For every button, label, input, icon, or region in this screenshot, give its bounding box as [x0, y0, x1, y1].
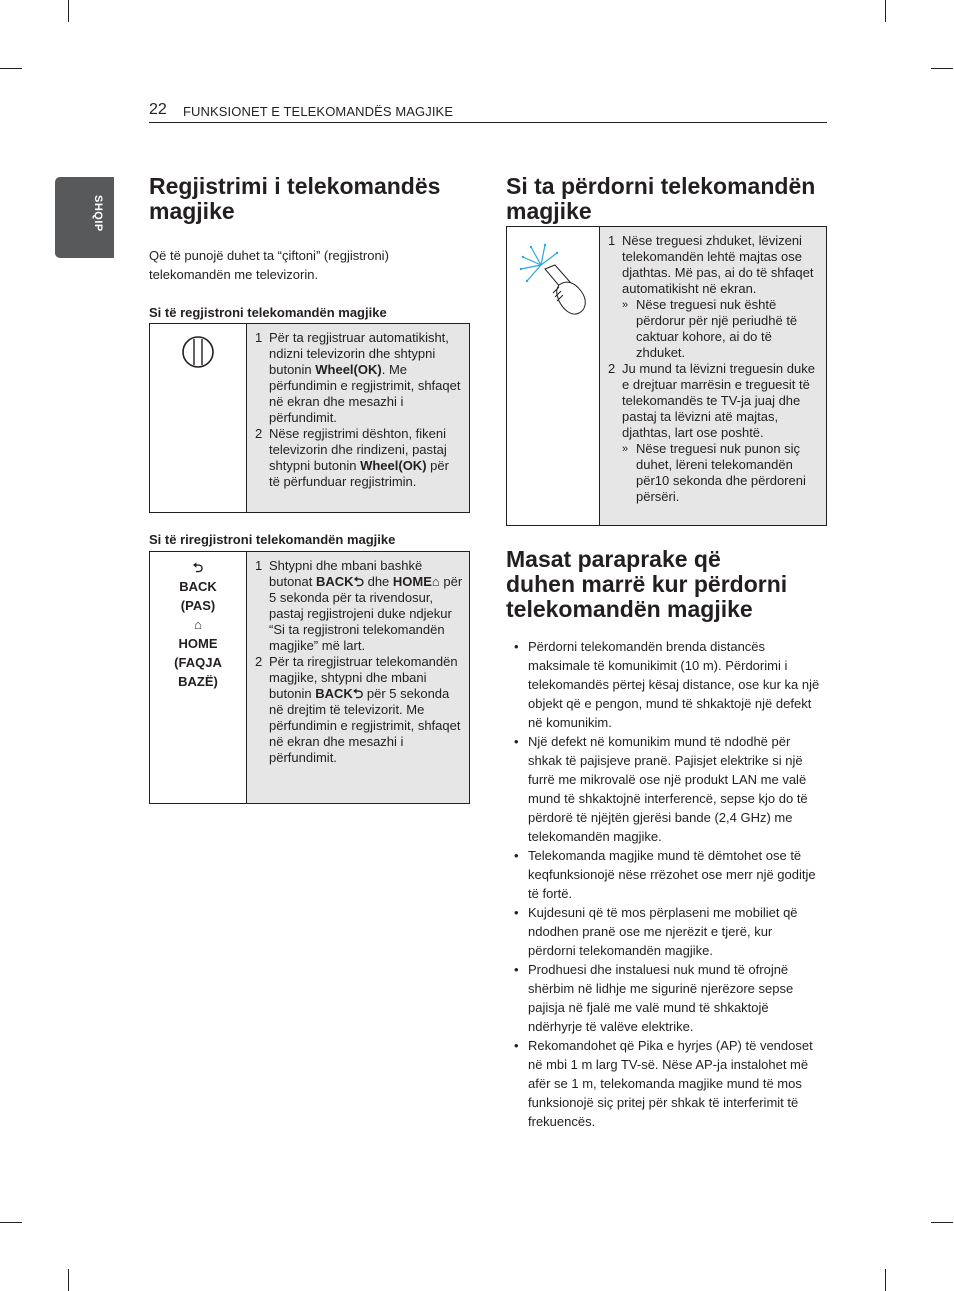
register-step: 1 Për ta regjistruar automatikisht, ndizni televizorin dhe shtypni butonin Wheel(OK). Me përfundimin e regjistrimit, shfaqet në ekran dhe mesazhi i përfundimit. — [255, 330, 461, 425]
precaution-item: • Përdorni telekomandën brenda distancës maksimale të komunikimit (10 m). Përdorimi i telekomandës përtej kësaj distance, ose kur ka një objekt që e pengon, mund të shkaktojë një defekt në komunikim. — [506, 637, 821, 732]
page-header — [149, 100, 827, 123]
section-heading-precautions: Masat paraprake që duhen marrë kur përdorni telekomandën magjike — [506, 546, 788, 622]
back-arrow-icon: ⮌ — [192, 560, 204, 575]
reregister-buttons-cell — [150, 552, 247, 804]
home-button-label: ⌂ HOME (FAQJA BAZË) — [174, 617, 222, 689]
precaution-item: • Kujdesuni që të mos përplaseni me mobiliet që ndodhen pranë ose me njerëzit e tjerë, kur përdorni telekomandën magjike. — [506, 903, 821, 960]
reregister-steps — [255, 558, 463, 766]
precaution-item: • Prodhuesi dhe instaluesi nuk mund të ofrojnë shërbim në lidhje me sigurinë njerëzore sepse pajisja në fjalë me valë mund të shkaktojë ndërhyrje të valëve elektrike. — [506, 960, 821, 1036]
register-steps-cell — [247, 324, 470, 513]
register-subheading: Si të regjistroni telekomandën magjike — [149, 305, 387, 320]
language-tab — [55, 177, 114, 258]
reregister-steps-cell — [247, 552, 470, 804]
register-icon-cell — [150, 324, 247, 513]
crop-mark — [68, 1269, 69, 1291]
usage-icon-cell — [507, 227, 600, 526]
usage-step: 2 Ju mund ta lëvizni treguesin duke e drejtuar marrësin e treguesit të telekomandës te TV-ja juaj dhe pastaj ta lëvizni atë majtas, djathtas, lart ose poshtë. » Nëse treguesi nuk punon siç duhet, lëreni telekomandën për10 sekonda dhe përdoreni përsëri. — [608, 361, 820, 505]
usage-steps — [608, 233, 820, 505]
reregister-table — [149, 551, 470, 804]
precaution-item: • Telekomanda magjike mund të dëmtohet ose të keqfunksionojë nëse rrëzohet ose merr një goditje të fortë. — [506, 846, 821, 903]
precaution-item: • Një defekt në komunikim mund të ndodhë për shkak të pajisjeve pranë. Pajisjet elektrike si një furrë me mikrovalë ose një produkt LAN me valë mund të shkaktojnë interferencë, sepse kjo do të përdorë të njëjtën gjerësi bande (2,4 GHz) me telekomandën magjike. — [506, 732, 821, 846]
register-table — [149, 323, 470, 513]
home-icon: ⌂ — [194, 617, 202, 632]
crop-mark — [885, 1269, 886, 1291]
register-steps — [255, 330, 463, 490]
usage-step: 1 Nëse treguesi zhduket, lëvizeni telekomandën lehtë majtas ose djathtas. Më pas, ai do të shfaqet automatikisht në ekran. » Nëse treguesi nuk është përdorur për një periudhë të caktuar kohore, ai do të zhduket. — [608, 233, 820, 361]
wheel-button-icon — [180, 334, 216, 370]
crop-mark — [0, 1222, 22, 1223]
usage-note: » Nëse treguesi nuk është përdorur për një periudhë të caktuar kohore, ai do të zhduket. — [622, 297, 798, 360]
precaution-item: • Rekomandohet që Pika e hyrjes (AP) të vendoset në mbi 1 m larg TV-së. Nëse AP-ja instalohet më afër se 1 m, telekomanda magjike mund të mos funksionojë siç pritej për shkak të interferimit të frekuencës. — [506, 1036, 821, 1131]
reregister-step: 1 Shtypni dhe mbani bashkë butonat BACK⮌ dhe HOME⌂ për 5 sekonda për ta rivendosur, pastaj regjistrojeni duke ndjekur “Si ta regjistroni telekomandën magjike” më lart. — [255, 558, 463, 653]
remote-shake-icon — [515, 239, 595, 319]
back-button-label: ⮌ BACK (PAS) — [179, 560, 217, 613]
running-title: FUNKSIONET E TELEKOMANDËS MAGJIKE — [183, 104, 454, 119]
back-arrow-icon: ⮌ — [352, 686, 364, 701]
crop-mark — [931, 1222, 953, 1223]
intro-text: Që të punojë duhet ta “çiftoni” (regjistroni) telekomandën me televizorin. — [149, 248, 389, 282]
precautions-list — [506, 637, 821, 1131]
page-number: 22 — [149, 101, 167, 118]
home-icon: ⌂ — [431, 574, 440, 589]
reregister-step: 2 Për ta riregjistruar telekomandën magjike, shtypni dhe mbani butonin BACK⮌ për 5 sekonda në drejtim të televizorit. Me përfundimin e regjistrimit, shfaqet në ekran dhe mesazhi i përfundimit. — [255, 654, 461, 765]
crop-mark — [0, 68, 22, 69]
crop-mark — [885, 0, 886, 22]
usage-table — [506, 226, 827, 526]
back-arrow-icon: ⮌ — [353, 574, 364, 589]
crop-mark — [931, 68, 953, 69]
usage-steps-cell — [600, 227, 827, 526]
usage-note: » Nëse treguesi nuk punon siç duhet, lëreni telekomandën për10 sekonda dhe përdoreni përsëri. — [622, 441, 806, 504]
crop-mark — [68, 0, 69, 22]
section-heading-usage: Si ta përdorni telekomandën magjike — [506, 173, 816, 224]
reregister-subheading: Si të riregjistroni telekomandën magjike — [149, 532, 396, 547]
language-tab-label: SHQIP — [92, 195, 104, 232]
section-heading-registration: Regjistrimi i telekomandës magjike — [149, 173, 441, 224]
register-step: 2 Nëse regjistrimi dështon, fikeni televizorin dhe rindizeni, pastaj shtypni butonin Wheel(OK) për të përfunduar regjistrimin. — [255, 426, 449, 489]
